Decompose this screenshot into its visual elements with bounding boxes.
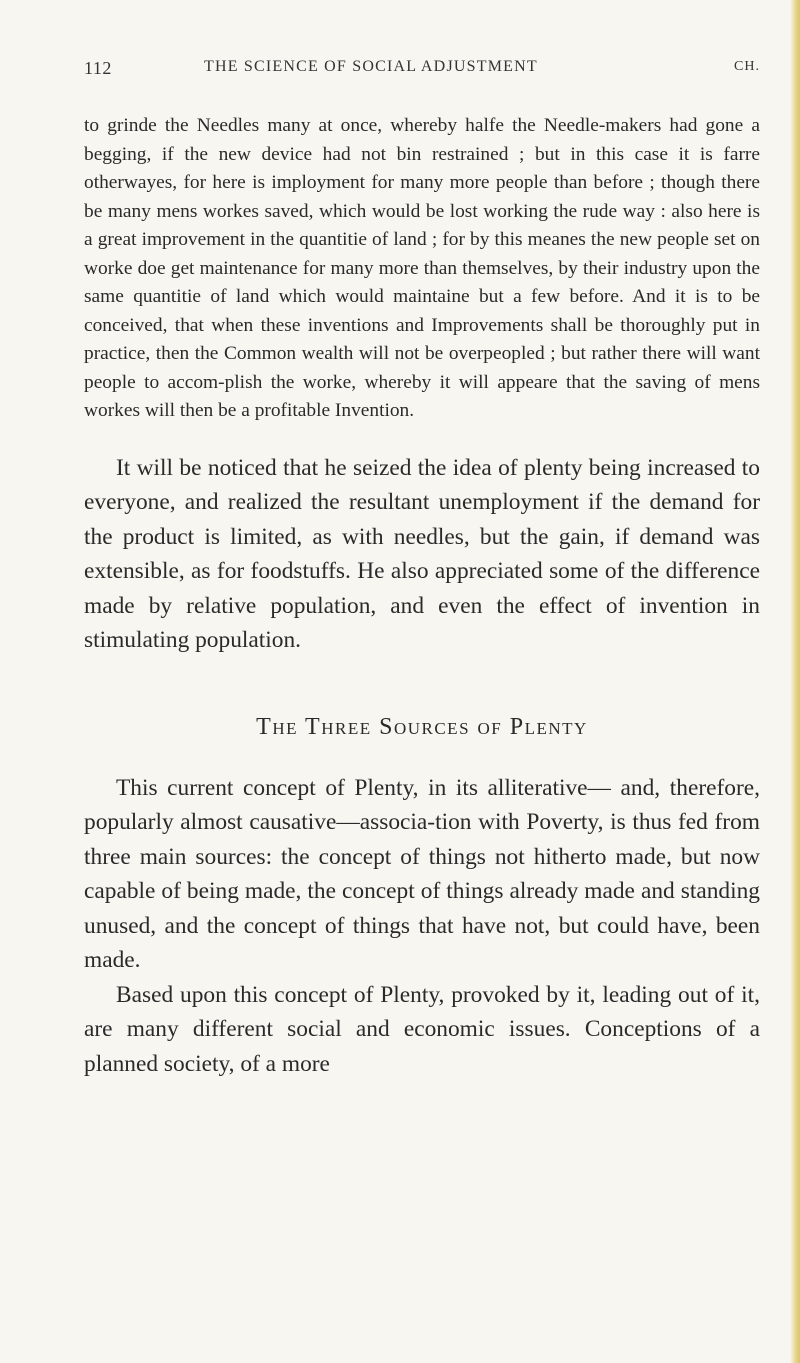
book-page	[84, 58, 760, 1081]
running-title: THE SCIENCE OF SOCIAL ADJUSTMENT	[204, 58, 538, 75]
body-paragraph-3: Based upon this concept of Plenty, provoked by it, leading out of it, are many different social and economic issues. Conceptions of a planned society, of a more	[84, 981, 760, 1077]
running-head	[84, 58, 760, 84]
section-heading: The Three Sources of Plenty	[256, 713, 588, 740]
body-paragraph-2: This current concept of Plenty, in its alliterative— and, therefore, popularly almost causative—associa-tion with Poverty, is thus fed from three main sources: the concept of things not hitherto made, but now capable of being made, the concept of things already made and standing unused, and the concept of things that have not, but could have, been made.	[84, 774, 760, 973]
quoted-passage: to grinde the Needles many at once, whereby halfe the Needle-makers had gone a begging, if the new device had not bin restrained ; but in this case it is farre otherwayes, for here is imployment for many more people than before ; though there be many mens workes saved, which would be lost working the rude way : also here is a great improvement in the quantitie of land ; for by this meanes the new people set on worke doe get maintenance for many more than themselves, by their industry upon the same quantitie of land which would maintaine but a few before. And it is to be conceived, that when these inventions and Improvements shall be thoroughly put in practice, then the Common wealth will not be overpeopled ; but rather there will want people to accom-plish the worke, whereby it will appeare that the saving of mens workes will then be a profitable Invention.	[84, 115, 760, 421]
page-number: 112	[84, 58, 112, 78]
body-paragraph-1: It will be noticed that he seized the idea of plenty being increased to everyone, and realized the resultant unemployment if the demand for the product is limited, as with needles, but the gain, if demand was extensible, as for foodstuffs. He also appreciated some of the difference made by relative population, and even the effect of invention in stimulating population.	[84, 454, 760, 653]
chapter-label: CH.	[734, 59, 760, 74]
page-edge	[790, 0, 800, 1363]
